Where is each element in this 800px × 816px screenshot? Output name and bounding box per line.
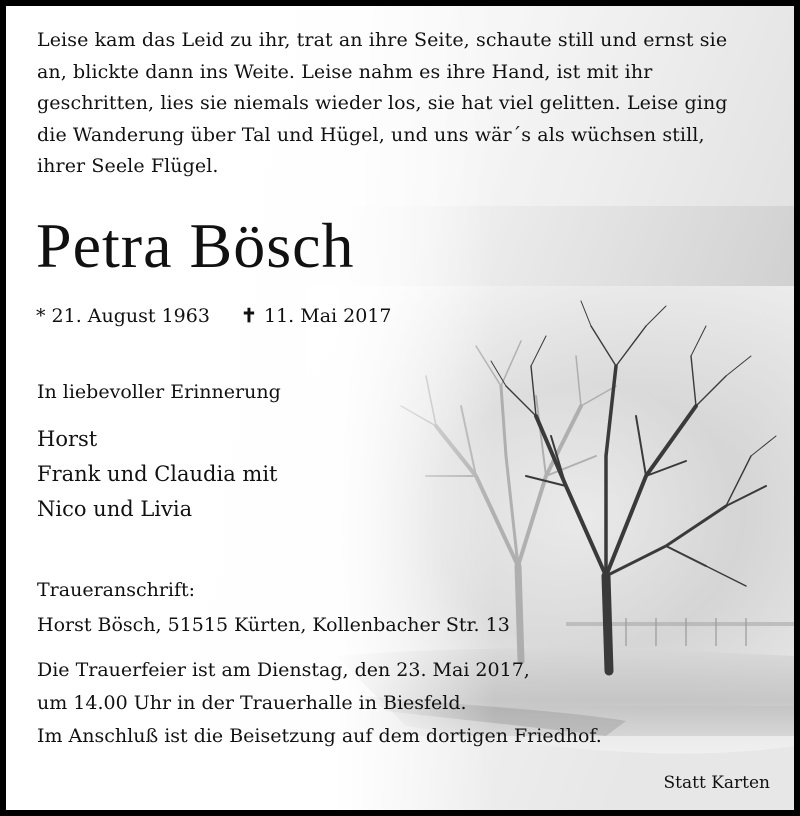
statt-karten-note: Statt Karten bbox=[663, 773, 770, 793]
deceased-name: Petra Bösch bbox=[36, 210, 355, 281]
family-list bbox=[37, 422, 277, 527]
death-date: 11. Mai 2017 bbox=[263, 305, 392, 327]
birth-date: * 21. August 1963 bbox=[36, 305, 210, 327]
cross-icon: ✝ bbox=[240, 305, 257, 327]
life-dates bbox=[36, 302, 392, 330]
ceremony-line: um 14.00 Uhr in der Trauerhalle in Biesfeld. bbox=[37, 692, 467, 714]
mourning-address: Horst Bösch, 51515 Kürten, Kollenbacher Str. 13 bbox=[37, 614, 510, 636]
ceremony-line: Im Anschluß ist die Beisetzung auf dem dortigen Friedhof. bbox=[37, 725, 602, 747]
poem-line: ihrer Seele Flügel. bbox=[37, 155, 219, 177]
poem-line: die Wanderung über Tal und Hügel, und uns wär´s als wüchsen still, bbox=[37, 123, 705, 146]
poem-line: an, blickte dann ins Weite. Leise nahm es ihre Hand, ist mit ihr bbox=[37, 60, 653, 83]
memory-line: In liebevoller Erinnerung bbox=[37, 381, 281, 403]
ceremony-line: Die Trauerfeier ist am Dienstag, den 23. Mai 2017, bbox=[37, 659, 530, 681]
poem-line: geschritten, lies sie niemals wieder los, sie hat viel gelitten. Leise ging bbox=[37, 92, 728, 114]
ceremony-info bbox=[37, 654, 602, 753]
family-member: Frank und Claudia mit bbox=[37, 462, 278, 486]
address-label: Traueranschrift: bbox=[37, 579, 196, 601]
family-member: Nico und Livia bbox=[37, 497, 193, 521]
family-member: Horst bbox=[37, 427, 98, 451]
poem bbox=[37, 25, 777, 183]
poem-line: Leise kam das Leid zu ihr, trat an ihre Seite, schaute still und ernst sie bbox=[37, 29, 728, 51]
